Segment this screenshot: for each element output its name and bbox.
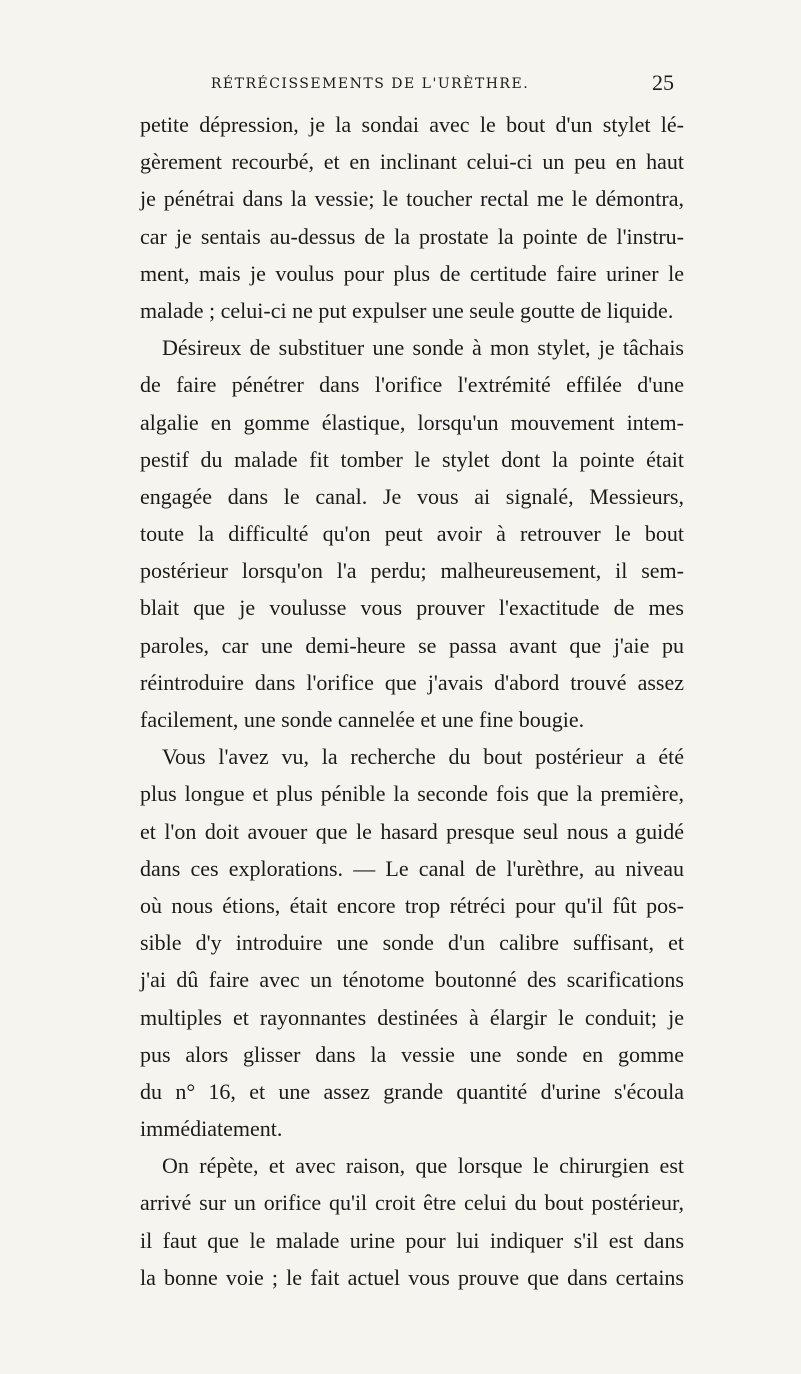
text-line: du n° 16, et une assez grande quantité d'urine s'écoula [140, 1078, 684, 1104]
text-line: car je sentais au-dessus de la prostate la pointe de l'instru- [140, 223, 684, 249]
text-line: dans ces explorations. — Le canal de l'urèthre, au niveau [140, 855, 684, 881]
text-line: immédiatement. [140, 1116, 283, 1142]
text-line: paroles, car une demi-heure se passa avant que j'aie pu [140, 632, 684, 658]
text-line: algalie en gomme élastique, lorsqu'un mouvement intem- [140, 409, 684, 435]
text-line: de faire pénétrer dans l'orifice l'extrémité effilée d'une [140, 372, 684, 398]
text-line: il faut que le malade urine pour lui indiquer s'il est dans [140, 1227, 684, 1253]
text-line: petite dépression, je la sondai avec le bout d'un stylet lé- [140, 112, 684, 137]
text-line: Désireux de substituer une sonde à mon stylet, je tâchais [162, 335, 684, 361]
body-text [140, 106, 684, 1296]
text-line: et l'on doit avouer que le hasard presque seul nous a guidé [140, 818, 684, 844]
text-line: la bonne voie ; le fait actuel vous prouve que dans certains [140, 1264, 684, 1290]
text-line: sible d'y introduire une sonde d'un calibre suffisant, et [140, 930, 684, 956]
text-line: je pénétrai dans la vessie; le toucher rectal me le démontra, [140, 186, 684, 212]
text-line: engagée dans le canal. Je vous ai signalé, Messieurs, [140, 483, 684, 509]
text-line: postérieur lorsqu'on l'a perdu; malheureusement, il sem- [140, 558, 684, 584]
text-line: ment, mais je voulus pour plus de certitude faire uriner le [140, 260, 684, 286]
text-line: réintroduire dans l'orifice que j'avais d'abord trouvé assez [140, 669, 684, 695]
text-line: multiples et rayonnantes destinées à élargir le conduit; je [140, 1004, 684, 1030]
text-line: malade ; celui-ci ne put expulser une seule goutte de liquide. [140, 297, 674, 323]
text-line: toute la difficulté qu'on peut avoir à retrouver le bout [140, 521, 684, 547]
text-line: pus alors glisser dans la vessie une sonde en gomme [140, 1041, 684, 1067]
text-line: gèrement recourbé, et en inclinant celui-ci un peu en haut [140, 149, 684, 175]
text-line: pestif du malade fit tomber le stylet dont la pointe était [140, 446, 684, 472]
text-line: Vous l'avez vu, la recherche du bout postérieur a été [162, 744, 684, 770]
text-line: plus longue et plus pénible la seconde fois que la première, [140, 781, 684, 807]
text-line: blait que je voulusse vous prouver l'exactitude de mes [140, 595, 684, 621]
running-title: RÉTRÉCISSEMENTS DE L'URÈTHRE. [210, 76, 530, 92]
text-line: où nous étions, était encore trop rétréci pour qu'il fût pos- [140, 892, 684, 918]
text-line: j'ai dû faire avec un ténotome boutonné des scarifications [140, 967, 684, 993]
text-line: arrivé sur un orifice qu'il croit être celui du bout postérieur, [140, 1190, 684, 1216]
text-line: facilement, une sonde cannelée et une fine bougie. [140, 707, 585, 732]
page-number: 25 [652, 70, 674, 95]
text-line: On répète, et avec raison, que lorsque le chirurgien est [162, 1153, 684, 1179]
